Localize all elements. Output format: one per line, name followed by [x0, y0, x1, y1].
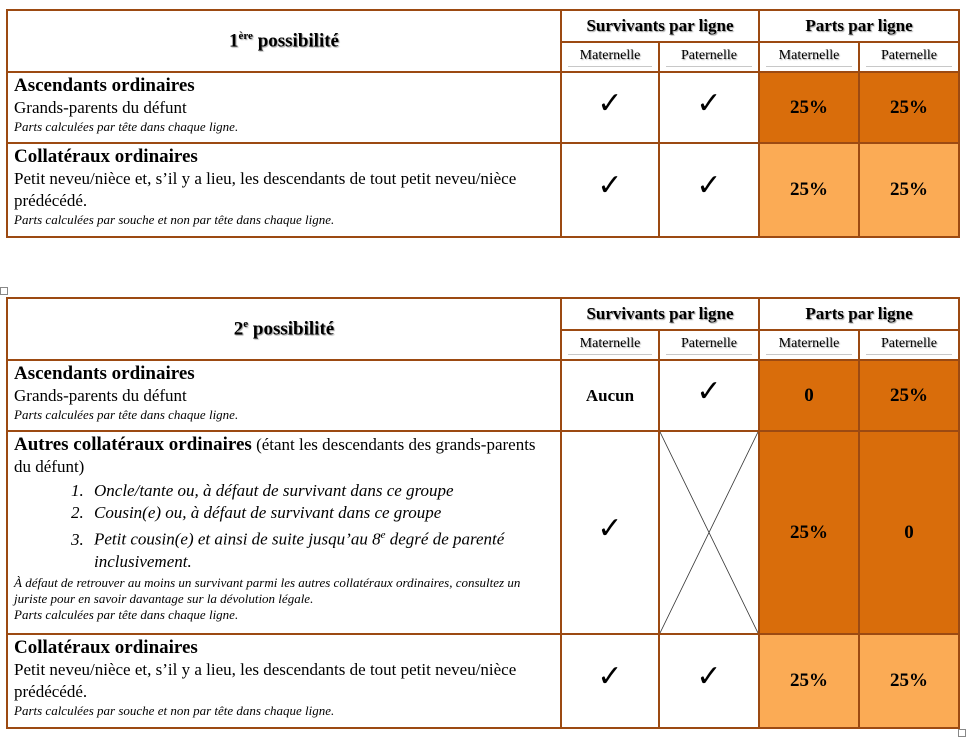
table-second-possibility — [6, 297, 960, 729]
share-maternal: 0 — [759, 360, 859, 431]
sub-header-share-paternal: Paternelle — [859, 42, 959, 72]
sub-header-survivor-maternal: Maternelle — [561, 330, 659, 360]
checkmark-icon: ✓ — [561, 143, 659, 237]
share-paternal: 25% — [859, 360, 959, 431]
title-text: possibilité — [252, 30, 339, 52]
title-number: 2 — [233, 318, 244, 340]
share-paternal: 25% — [859, 634, 959, 728]
row-description — [7, 634, 561, 728]
checkmark-icon: ✓ — [659, 634, 759, 728]
row-sub-label: Petit neveu/nièce et, s’il y a lieu, les descendants de tout petit neveu/nièce prédécédé. — [14, 169, 517, 210]
row-note: Parts calculées par tête dans chaque ligne. — [14, 407, 239, 422]
checkmark-icon: ✓ — [659, 360, 759, 431]
sub-header-share-maternal: Maternelle — [759, 330, 859, 360]
anchor-marker — [0, 287, 8, 295]
table-first-possibility — [6, 9, 960, 238]
title-superscript: e — [243, 317, 249, 330]
checkmark-icon: ✓ — [561, 72, 659, 143]
title-number: 1 — [228, 30, 239, 52]
row-description — [7, 360, 561, 431]
sub-header-share-paternal: Paternelle — [859, 330, 959, 360]
list-item: 1. Oncle/tante ou, à défaut de survivant dans ce groupe — [88, 480, 554, 502]
row-main-parenthetical: (étant les descendants des grands-parents du défunt) — [14, 435, 536, 476]
share-maternal: 25% — [759, 431, 859, 634]
row-note: À défaut de retrouver au moins un survivant parmi les autres collatéraux ordinaires, consultez un juriste pour en savoir davantage sur la dévolution légale. — [14, 574, 521, 606]
row-note: Parts calculées par souche et non par tête dans chaque ligne. — [14, 212, 335, 227]
list-item: 2. Cousin(e) ou, à défaut de survivant dans ce groupe — [88, 502, 554, 524]
row-description — [7, 431, 561, 634]
row-description — [7, 143, 561, 237]
row-sub-label: Grands-parents du défunt — [14, 386, 187, 405]
row-main-label: Autres collatéraux ordinaires (étant les descendants des grands-parents du défunt) — [14, 434, 536, 476]
row-main-label: Ascendants ordinaires — [14, 363, 195, 384]
share-maternal: 25% — [759, 143, 859, 237]
sub-header-survivor-maternal: Maternelle — [561, 42, 659, 72]
row-main-label: Ascendants ordinaires — [14, 75, 195, 96]
share-paternal: 25% — [859, 72, 959, 143]
row-sub-label: Petit neveu/nièce et, s’il y a lieu, les descendants de tout petit neveu/nièce prédécédé. — [14, 660, 517, 701]
share-maternal: 25% — [759, 634, 859, 728]
share-paternal: 0 — [859, 431, 959, 634]
shares-header: Parts par ligne — [759, 10, 959, 42]
title-text: possibilité — [248, 318, 335, 340]
table-row — [7, 72, 959, 143]
row-note: Parts calculées par tête dans chaque ligne. — [14, 119, 239, 134]
heir-group-list — [14, 480, 554, 573]
checkmark-icon: ✓ — [659, 72, 759, 143]
table-row — [7, 431, 959, 634]
table-title — [7, 10, 561, 72]
crossed-out-cell-icon — [659, 431, 759, 634]
cross-icon — [660, 432, 758, 633]
row-note: Parts calculées par tête dans chaque ligne. — [14, 606, 239, 622]
row-note: Parts calculées par souche et non par tête dans chaque ligne. — [14, 703, 335, 718]
share-paternal: 25% — [859, 143, 959, 237]
resize-handle — [958, 729, 966, 737]
sub-header-survivor-paternal: Paternelle — [659, 42, 759, 72]
survivors-header: Survivants par ligne — [561, 298, 759, 330]
sub-header-survivor-paternal: Paternelle — [659, 330, 759, 360]
table-row — [7, 143, 959, 237]
row-description — [7, 72, 561, 143]
row-main-label: Collatéraux ordinaires — [14, 146, 198, 167]
checkmark-icon: ✓ — [561, 431, 659, 634]
sub-header-share-maternal: Maternelle — [759, 42, 859, 72]
list-item: 3. Petit cousin(e) et ainsi de suite jusqu’au 8e degré de parenté inclusivement. — [88, 524, 554, 573]
checkmark-icon: ✓ — [659, 143, 759, 237]
checkmark-icon: ✓ — [561, 634, 659, 728]
table-title — [7, 298, 561, 360]
table-row — [7, 360, 959, 431]
no-survivor-label: Aucun — [561, 360, 659, 431]
table-row — [7, 634, 959, 728]
row-main-label: Collatéraux ordinaires — [14, 637, 198, 658]
row-sub-label: Grands-parents du défunt — [14, 98, 187, 117]
title-superscript: ère — [238, 29, 253, 42]
survivors-header: Survivants par ligne — [561, 10, 759, 42]
shares-header: Parts par ligne — [759, 298, 959, 330]
share-maternal: 25% — [759, 72, 859, 143]
